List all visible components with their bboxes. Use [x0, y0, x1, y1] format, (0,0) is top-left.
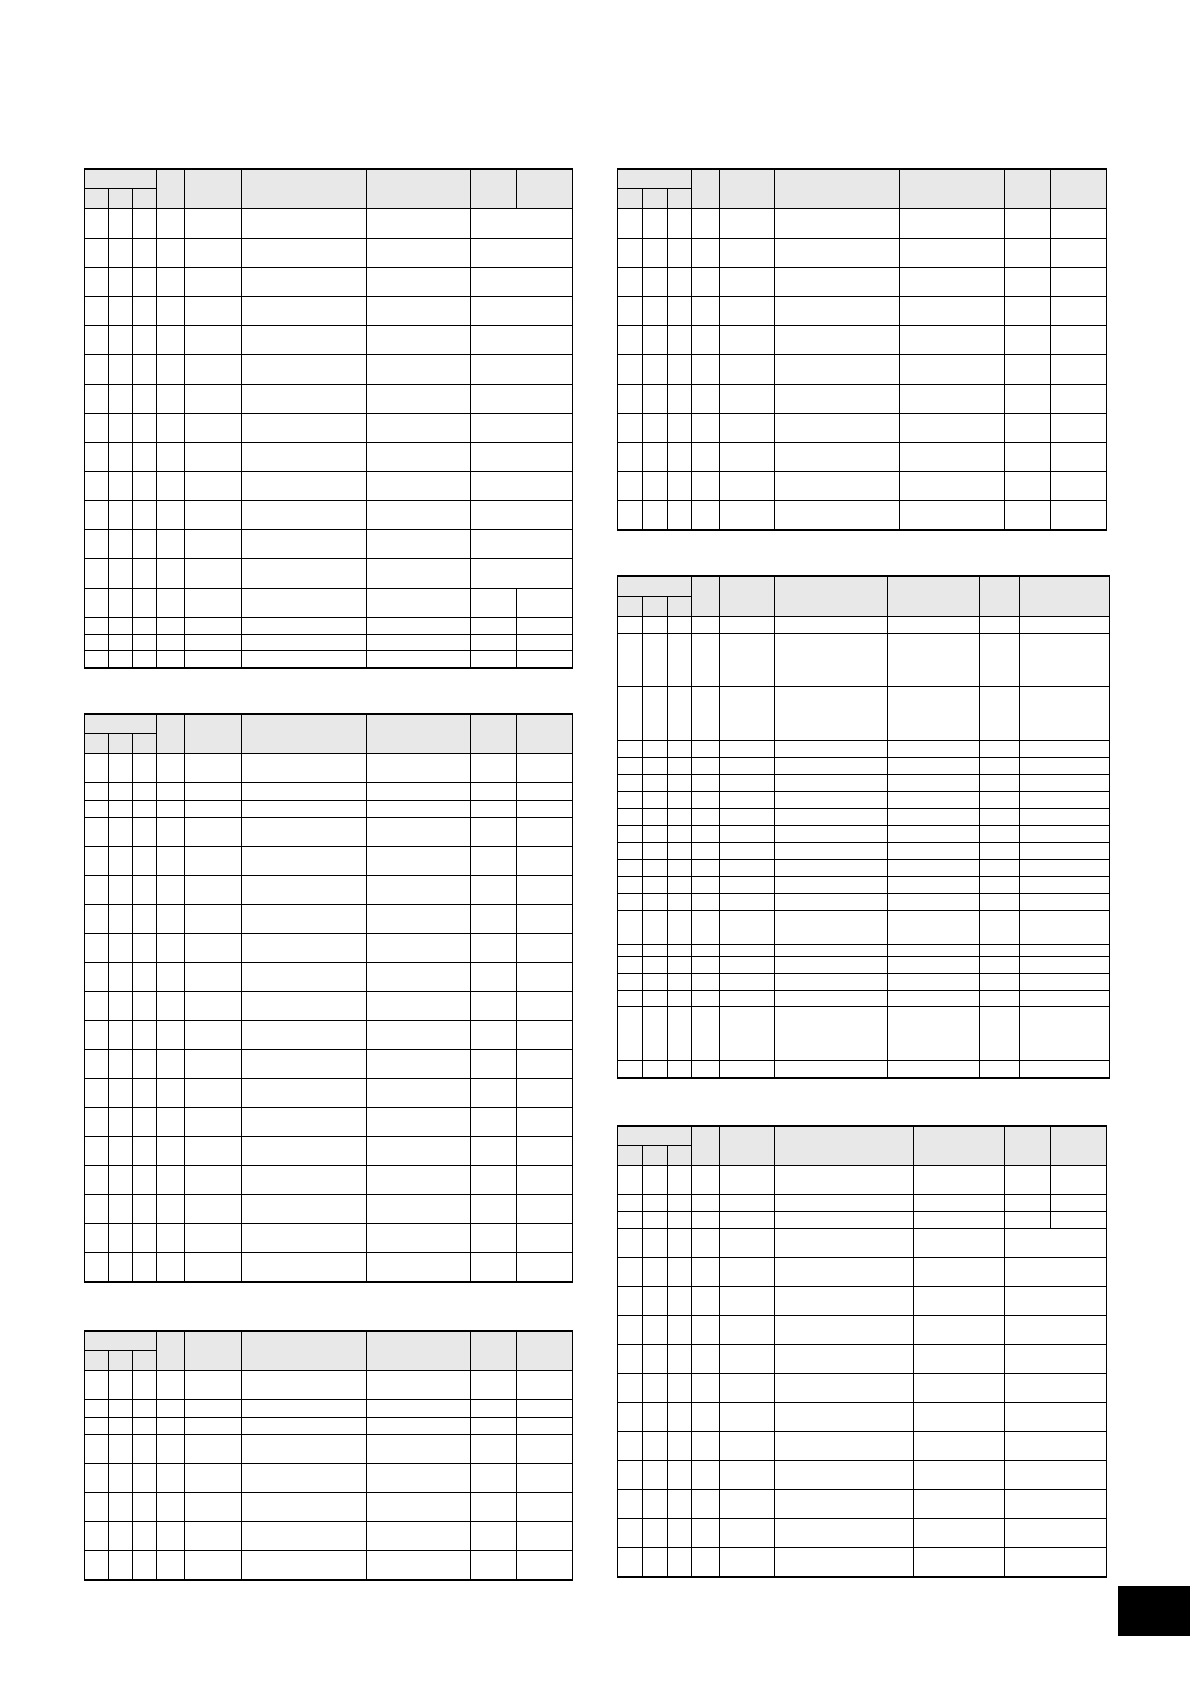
row-rule — [84, 782, 572, 783]
row-rule — [84, 817, 572, 818]
row-rule — [84, 875, 572, 876]
table-right-rule — [1109, 575, 1110, 1078]
header-col-divider — [691, 168, 692, 208]
row-rule — [84, 617, 572, 618]
body-col-divider — [470, 208, 471, 667]
header-col-divider — [774, 168, 775, 208]
row-rule — [84, 933, 572, 934]
row-rule — [84, 267, 572, 268]
row-rule — [84, 500, 572, 501]
table-left-rule — [84, 713, 85, 1281]
table-header-band — [84, 168, 572, 208]
header-col-divider — [470, 713, 471, 753]
table-top-rule — [84, 168, 573, 170]
header-col-divider — [366, 168, 367, 208]
header-col-divider — [156, 168, 157, 208]
header-col-divider — [913, 1125, 914, 1165]
header-col-divider — [184, 713, 185, 753]
header-group-divider — [617, 1145, 691, 1146]
table-right-rule — [572, 168, 573, 668]
row-rule — [84, 1550, 572, 1551]
row-rule — [84, 1223, 572, 1224]
body-col-divider — [1004, 1165, 1005, 1576]
row-rule — [84, 325, 572, 326]
row-rule — [84, 1252, 572, 1253]
body-col-divider — [470, 753, 471, 1281]
body-col-divider — [1050, 1165, 1051, 1228]
header-col-divider — [366, 713, 367, 753]
header-col-divider — [1004, 168, 1005, 208]
header-group-divider — [84, 733, 156, 734]
header-col-divider — [366, 1330, 367, 1370]
body-col-divider — [470, 1370, 471, 1579]
row-rule — [84, 384, 572, 385]
header-col-divider — [241, 1330, 242, 1370]
body-col-divider — [516, 1370, 517, 1579]
row-rule — [84, 1463, 572, 1464]
header-col-divider — [184, 168, 185, 208]
body-col-divider — [132, 1370, 133, 1579]
body-col-divider — [667, 208, 668, 529]
row-rule — [84, 413, 572, 414]
page-number-tab — [1118, 1586, 1190, 1636]
header-col-divider — [516, 168, 517, 208]
header-group-divider — [617, 596, 691, 597]
header-col-divider — [1050, 168, 1051, 208]
body-col-divider — [1050, 208, 1051, 529]
body-col-divider — [642, 1165, 643, 1576]
body-col-divider — [366, 208, 367, 667]
body-col-divider — [366, 1370, 367, 1579]
body-col-divider — [108, 208, 109, 667]
row-rule — [84, 904, 572, 905]
body-col-divider — [719, 616, 720, 1077]
body-col-divider — [241, 753, 242, 1281]
body-col-divider — [887, 616, 888, 1077]
row-rule — [84, 1492, 572, 1493]
table-right-rule — [1106, 168, 1107, 530]
body-col-divider — [132, 753, 133, 1281]
body-col-divider — [1004, 208, 1005, 529]
row-rule — [84, 1107, 572, 1108]
header-col-divider — [719, 1125, 720, 1165]
table-bottom-rule — [617, 1576, 1107, 1578]
row-rule — [84, 529, 572, 530]
header-bottom-rule — [84, 208, 572, 209]
table-right-rule — [1106, 1125, 1107, 1577]
body-col-divider — [108, 753, 109, 1281]
body-col-divider — [642, 208, 643, 529]
body-col-divider — [366, 753, 367, 1281]
row-rule — [84, 1020, 572, 1021]
row-rule — [84, 1049, 572, 1050]
header-col-divider — [516, 713, 517, 753]
table-right-rule — [572, 1330, 573, 1580]
header-subcol-divider — [108, 733, 109, 753]
table-left-rule — [617, 575, 618, 1077]
header-col-divider — [470, 1330, 471, 1370]
header-subcol-divider — [108, 188, 109, 208]
header-subcol-divider — [667, 596, 668, 616]
row-rule — [84, 471, 572, 472]
row-rule — [84, 1165, 572, 1166]
row-rule — [84, 634, 572, 635]
body-col-divider — [899, 208, 900, 529]
header-subcol-divider — [132, 1350, 133, 1370]
body-col-divider — [667, 616, 668, 1077]
row-rule — [84, 238, 572, 239]
row-rule — [84, 296, 572, 297]
header-col-divider — [470, 168, 471, 208]
body-col-divider — [979, 616, 980, 1077]
header-group-divider — [617, 188, 691, 189]
body-col-divider — [156, 753, 157, 1281]
table-left-rule — [84, 168, 85, 667]
table-top-rule — [84, 1330, 573, 1332]
table-bottom-rule — [84, 667, 573, 669]
table-left-rule — [617, 168, 618, 529]
body-col-divider — [774, 616, 775, 1077]
row-rule — [84, 800, 572, 801]
row-rule — [84, 846, 572, 847]
table-right-rule — [572, 713, 573, 1282]
table-bottom-rule — [617, 1077, 1110, 1079]
body-col-divider — [108, 1370, 109, 1579]
table-top-rule — [84, 713, 573, 715]
row-rule — [84, 588, 572, 589]
header-col-divider — [241, 713, 242, 753]
row-rule — [84, 1194, 572, 1195]
header-col-divider — [1050, 1125, 1051, 1165]
row-rule — [84, 1521, 572, 1522]
body-col-divider — [184, 1370, 185, 1579]
header-subcol-divider — [132, 188, 133, 208]
header-bottom-rule — [84, 1370, 572, 1371]
table-left-rule — [617, 1125, 618, 1576]
header-col-divider — [774, 575, 775, 616]
header-bottom-rule — [84, 753, 572, 754]
body-col-divider — [719, 1165, 720, 1576]
header-col-divider — [1004, 1125, 1005, 1165]
body-col-divider — [774, 1165, 775, 1576]
header-group-divider — [84, 188, 156, 189]
body-col-divider — [1019, 616, 1020, 1077]
body-col-divider — [691, 208, 692, 529]
body-col-divider — [184, 753, 185, 1281]
body-col-divider — [691, 1165, 692, 1576]
header-col-divider — [979, 575, 980, 616]
body-col-divider — [516, 588, 517, 667]
row-rule — [84, 991, 572, 992]
header-col-divider — [516, 1330, 517, 1370]
body-col-divider — [516, 753, 517, 1281]
header-subcol-divider — [132, 733, 133, 753]
body-col-divider — [774, 208, 775, 529]
row-rule — [84, 1399, 572, 1400]
body-col-divider — [642, 616, 643, 1077]
body-col-divider — [719, 208, 720, 529]
header-subcol-divider — [667, 1145, 668, 1165]
table-header-band — [84, 1330, 572, 1370]
header-subcol-divider — [667, 188, 668, 208]
header-col-divider — [184, 1330, 185, 1370]
header-subcol-divider — [642, 596, 643, 616]
body-col-divider — [156, 208, 157, 667]
body-col-divider — [667, 1165, 668, 1576]
row-rule — [84, 1417, 572, 1418]
row-rule — [84, 650, 572, 651]
header-col-divider — [156, 713, 157, 753]
row-rule — [84, 442, 572, 443]
header-col-divider — [241, 168, 242, 208]
table-header-band — [84, 713, 572, 753]
header-col-divider — [899, 168, 900, 208]
table-bottom-rule — [84, 1281, 573, 1283]
header-col-divider — [156, 1330, 157, 1370]
row-rule — [84, 354, 572, 355]
header-col-divider — [691, 575, 692, 616]
table-bottom-rule — [84, 1579, 573, 1581]
row-rule — [84, 1434, 572, 1435]
header-col-divider — [691, 1125, 692, 1165]
header-subcol-divider — [642, 1145, 643, 1165]
header-col-divider — [719, 168, 720, 208]
header-col-divider — [774, 1125, 775, 1165]
body-col-divider — [241, 208, 242, 667]
header-subcol-divider — [642, 188, 643, 208]
row-rule — [84, 558, 572, 559]
header-col-divider — [887, 575, 888, 616]
body-col-divider — [241, 1370, 242, 1579]
row-rule — [84, 962, 572, 963]
header-col-divider — [1019, 575, 1020, 616]
header-subcol-divider — [108, 1350, 109, 1370]
body-col-divider — [184, 208, 185, 667]
row-rule — [84, 1136, 572, 1137]
table-bottom-rule — [617, 529, 1107, 531]
row-rule — [84, 1078, 572, 1079]
body-col-divider — [691, 616, 692, 1077]
table-left-rule — [84, 1330, 85, 1579]
header-col-divider — [719, 575, 720, 616]
body-col-divider — [913, 1165, 914, 1576]
header-group-divider — [84, 1350, 156, 1351]
body-col-divider — [132, 208, 133, 667]
body-col-divider — [156, 1370, 157, 1579]
